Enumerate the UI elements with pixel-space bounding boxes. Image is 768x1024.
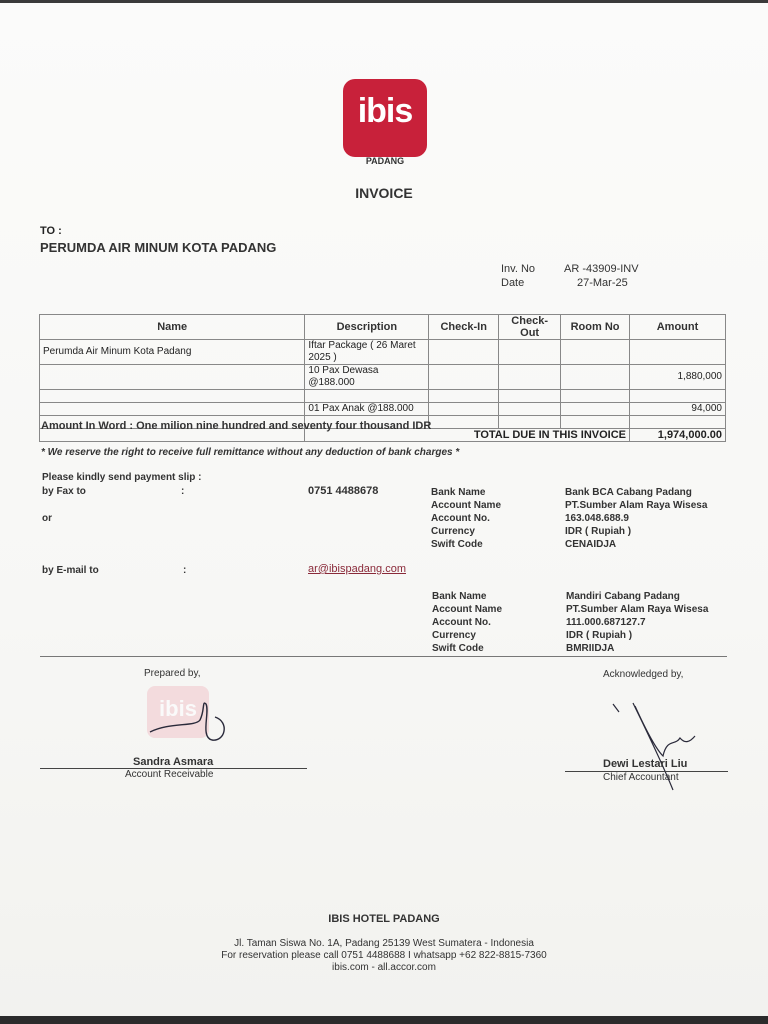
footer-reservation: For reservation please call 0751 4488688 I whatsapp +62 822-8815-7360 <box>221 950 547 961</box>
row-amount <box>630 416 726 429</box>
total-value: 1,974,000.00 <box>630 429 726 442</box>
bank2-label-bank: Bank Name <box>432 591 487 602</box>
bank2-label-number: Account No. <box>432 617 491 628</box>
bank2-name: Mandiri Cabang Padang <box>566 591 680 602</box>
bank1-label-swift: Swift Code <box>431 539 483 550</box>
customer-name: PERUMDA AIR MINUM KOTA PADANG <box>40 240 277 255</box>
bank1-label-currency: Currency <box>431 526 475 537</box>
row-amount: 94,000 <box>630 403 726 416</box>
row-name: Perumda Air Minum Kota Padang <box>40 340 305 365</box>
bank2-label-currency: Currency <box>432 630 476 641</box>
row-name <box>40 390 305 403</box>
row-description: 01 Pax Anak @188.000 <box>305 403 429 416</box>
footer-hotel-name: IBIS HOTEL PADANG <box>328 913 440 925</box>
col-header-amount: Amount <box>630 315 726 340</box>
invoice-no-value: AR -43909-INV <box>564 263 639 275</box>
table-header-row <box>40 315 726 340</box>
acknowledged-name: Dewi Lestari Liu <box>603 758 688 770</box>
table-row <box>40 365 726 390</box>
bank2-account-no: 111.000.687127.7 <box>566 617 646 628</box>
amount-in-word: Amount In Word : One milion nine hundred and seventy four thousand IDR <box>41 420 432 432</box>
invoice-no-label: Inv. No <box>501 263 536 275</box>
email-link[interactable]: ar@ibispadang.com <box>308 563 406 575</box>
scan-edge-bottom <box>0 1016 768 1024</box>
section-divider <box>40 656 727 657</box>
col-header-checkin: Check-In <box>429 315 499 340</box>
col-header-name: Name <box>40 315 305 340</box>
bank1-account-no: 163.048.688.9 <box>565 513 629 524</box>
col-header-checkout: Check-Out <box>499 315 561 340</box>
logo-text: ibis <box>357 92 413 130</box>
acknowledged-title: Chief Accountant <box>603 772 679 783</box>
reserve-note: * We reserve the right to receive full remittance without any deduction of bank charges * <box>41 447 460 458</box>
row-name <box>40 403 305 416</box>
bank1-label-number: Account No. <box>431 513 490 524</box>
bank2-label-swift: Swift Code <box>432 643 484 654</box>
row-description: Iftar Package ( 26 Maret 2025 ) <box>305 340 429 365</box>
ibis-logo <box>343 79 427 157</box>
footer-website: ibis.com - all.accor.com <box>332 962 436 973</box>
table-row <box>40 390 726 403</box>
invoice-date-label: Date <box>501 277 525 289</box>
fax-label: by Fax to <box>42 486 86 497</box>
logo-subtitle: PADANG <box>365 156 405 166</box>
or-label: or <box>42 513 52 524</box>
footer-address: Jl. Taman Siswa No. 1A, Padang 25139 West Sumatera - Indonesia <box>234 938 534 949</box>
bank1-name: Bank BCA Cabang Padang <box>565 487 692 498</box>
bank1-label-account: Account Name <box>431 500 502 511</box>
bank1-currency: IDR ( Rupiah ) <box>565 526 632 537</box>
row-amount <box>630 390 726 403</box>
invoice-date-value: 27-Mar-25 <box>577 277 628 289</box>
row-amount: 1,880,000 <box>630 365 726 390</box>
payment-intro: Please kindly send payment slip : <box>42 472 202 483</box>
bank1-label-bank: Bank Name <box>431 487 486 498</box>
bank1-account-name: PT.Sumber Alam Raya Wisesa <box>565 500 708 511</box>
table-row <box>40 340 726 365</box>
prepared-name: Sandra Asmara <box>133 756 214 768</box>
fax-number: 0751 4488678 <box>308 485 379 497</box>
acknowledged-label: Acknowledged by, <box>603 669 684 680</box>
fax-colon: : <box>181 486 185 497</box>
col-header-room: Room No <box>561 315 630 340</box>
bank1-swift: CENAIDJA <box>565 539 617 550</box>
bank2-swift: BMRIIDJA <box>566 643 615 654</box>
row-name <box>40 365 305 390</box>
total-label: TOTAL DUE IN THIS INVOICE <box>305 429 630 442</box>
row-amount <box>630 340 726 365</box>
prepared-title: Account Receivable <box>125 769 214 780</box>
email-colon: : <box>183 565 187 576</box>
bank2-label-account: Account Name <box>432 604 503 615</box>
scan-edge-top <box>0 0 768 3</box>
bank2-currency: IDR ( Rupiah ) <box>566 630 633 641</box>
to-label: TO : <box>40 225 62 237</box>
row-description: 10 Pax Dewasa @188.000 <box>305 365 429 390</box>
stamp-text: ibis <box>159 696 197 721</box>
email-label: by E-mail to <box>42 565 99 576</box>
col-header-description: Description <box>305 315 429 340</box>
prepared-signature <box>140 692 230 752</box>
document-title: INVOICE <box>355 185 413 201</box>
table-row <box>40 403 726 416</box>
prepared-label: Prepared by, <box>144 668 201 679</box>
row-description <box>305 390 429 403</box>
bank2-account-name: PT.Sumber Alam Raya Wisesa <box>566 604 709 615</box>
